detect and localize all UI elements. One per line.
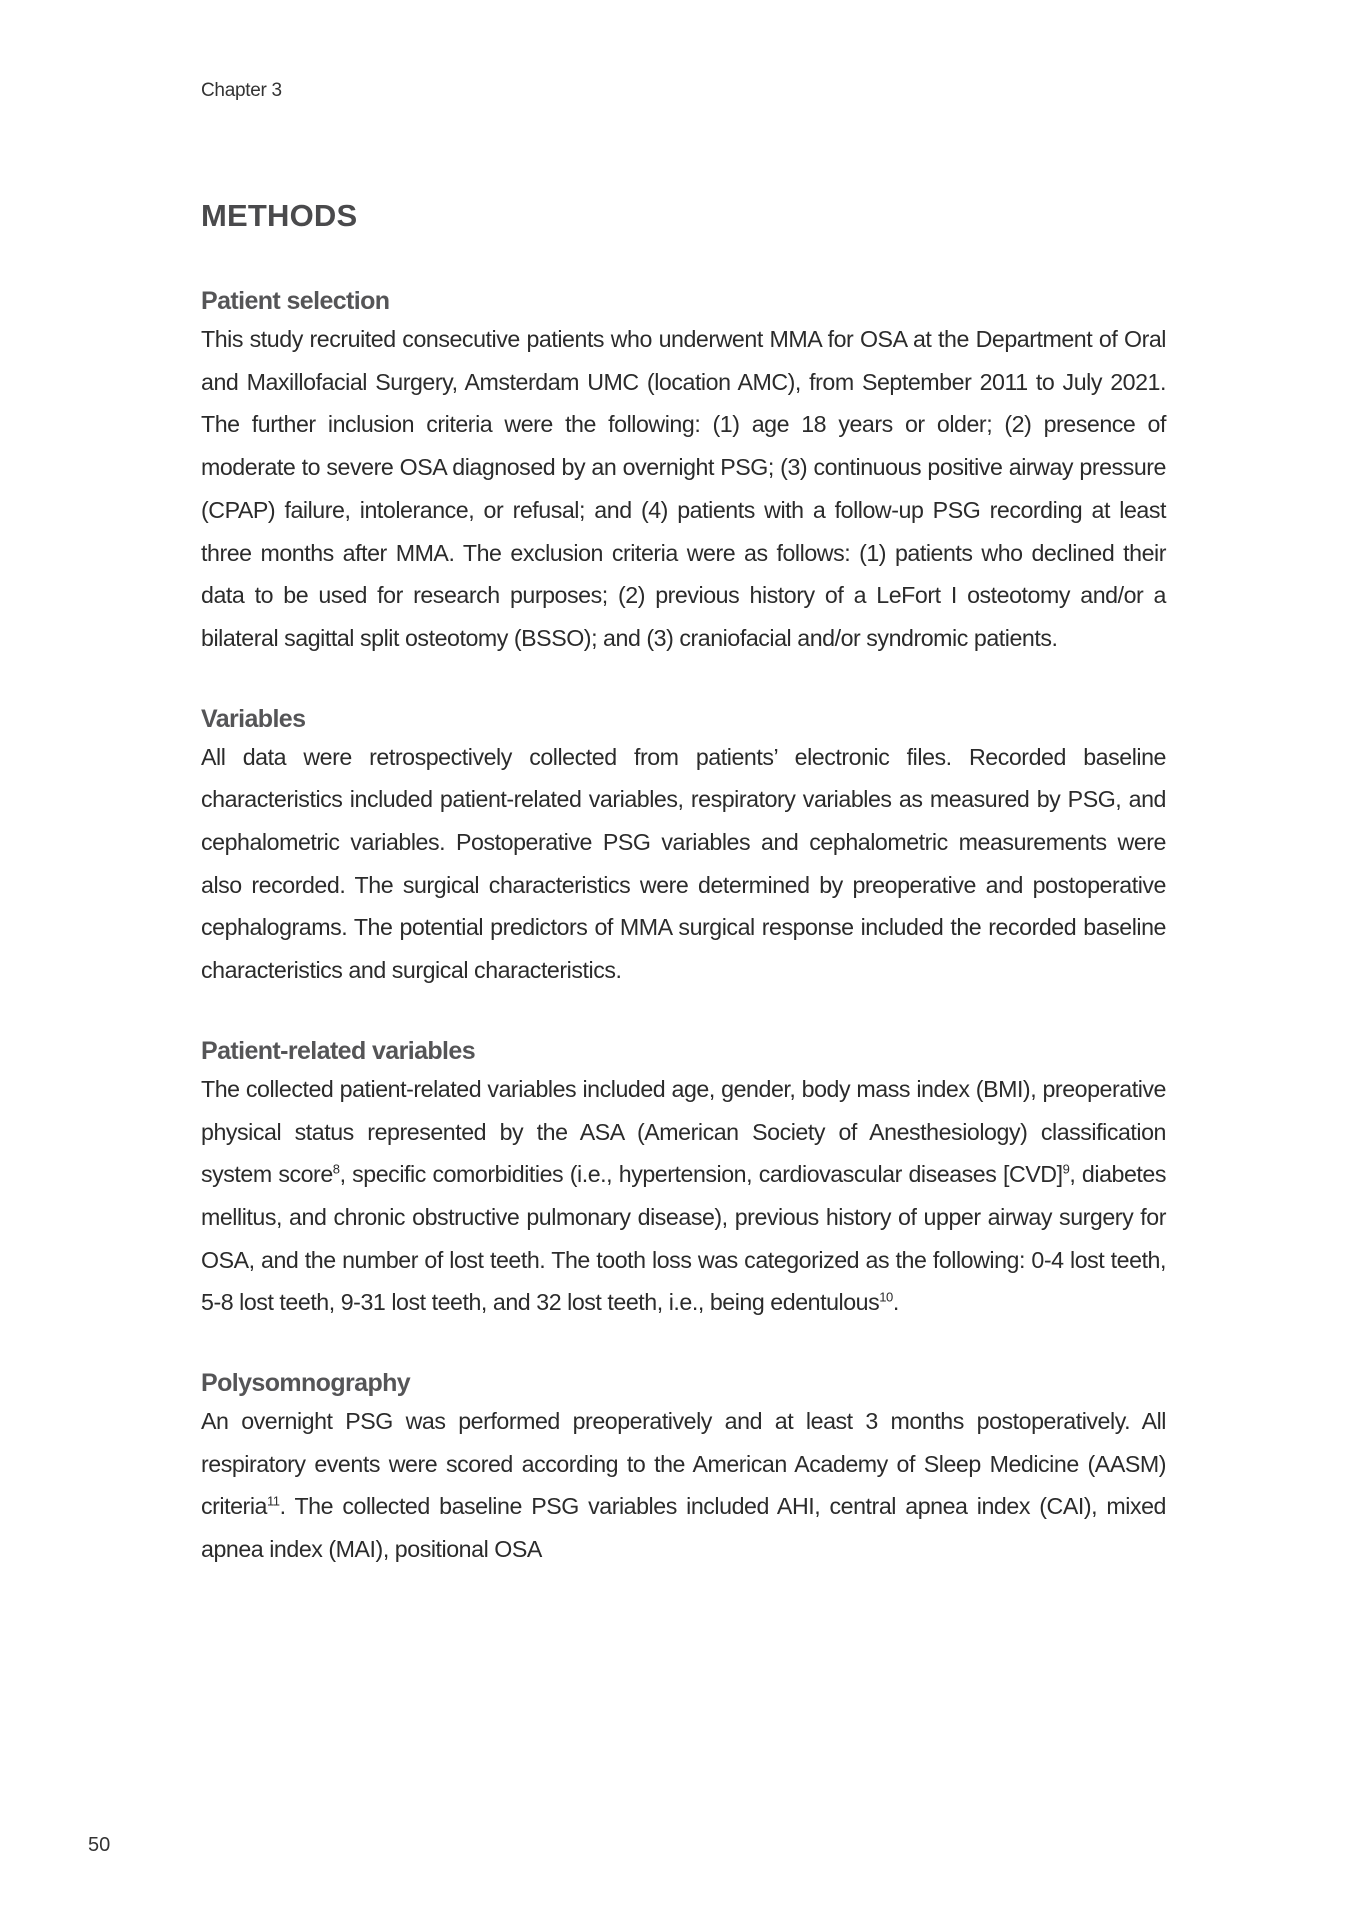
- citation-superscript: 10: [879, 1289, 893, 1305]
- subsection-patient-related-variables: [201, 1034, 1166, 1324]
- text-segment: , diabetes mellitus, and chronic obstructive pulmonary disease), previous history of upper airway surgery for OSA, and the number of lost teeth. The tooth loss was categorized as the following: 0-4 lost teeth, 5-8 lost teeth, 9-31 lost teeth, and 32 lost teeth, i.e., being edentulous: [201, 1161, 1167, 1316]
- text-segment: , specific comorbidities (i.e., hypertension, cardiovascular diseases [CVD]: [339, 1161, 1063, 1188]
- page-number: 50: [88, 1834, 111, 1856]
- text-segment: . The collected baseline PSG variables included AHI, central apnea index (CAI), mixed apnea index (MAI), positional OSA: [201, 1493, 1166, 1563]
- subsection-variables: [201, 702, 1166, 992]
- paragraph: This study recruited consecutive patients who underwent MMA for OSA at the Department of Oral and Maxillofacial Surgery, Amsterdam UMC (location AMC), from September 2011 to July 2021. The further inclusion criteria were the following: (1) age 18 years or older; (2) presence of moderate to severe OSA diagnosed by an overnight PSG; (3) continuous positive airway pressure (CPAP) failure, intolerance, or refusal; and (4) patients with a follow-up PSG recording at least three months after MMA. The exclusion criteria were as follows: (1) patients who declined their data to be used for research purposes; (2) previous history of a LeFort I osteotomy and/or a bilateral sagittal split osteotomy (BSSO); and (3) craniofacial and/or syndromic patients.: [201, 326, 1166, 651]
- citation-superscript: 9: [1062, 1161, 1070, 1177]
- text-segment: .: [892, 1289, 899, 1316]
- text-segment: An overnight PSG was performed preoperatively and at least 3 months postoperatively. All respiratory events were scored according to the American Academy of Sleep Medicine (AASM) criteria: [201, 1408, 1166, 1520]
- subsection-title: Patient selection: [201, 287, 390, 315]
- citation-superscript: 8: [332, 1161, 340, 1177]
- subsection-title: Polysomnography: [201, 1369, 411, 1398]
- citation-superscript: 11: [266, 1493, 280, 1509]
- paragraph: All data were retrospectively collected from patients’ electronic files. Recorded baseline characteristics included patient-related variables, respiratory variables as measured by PSG, and cephalometric variables. Postoperative PSG variables and cephalometric measurements were also recorded. The surgical characteristics were determined by preoperative and postoperative cephalograms. The potential predictors of MMA surgical response included the recorded baseline characteristics and surgical characteristics.: [201, 743, 1166, 984]
- page-content: [201, 196, 1166, 1613]
- text-segment: The collected patient-related variables included age, gender, body mass index (BMI), preoperative physical status represented by the ASA (American Society of Anesthesiology) classification system score: [201, 1075, 1166, 1188]
- paragraph: [201, 1400, 1166, 1571]
- paragraph: [201, 1068, 1166, 1324]
- subsection-title: Variables: [201, 704, 306, 733]
- running-header: Chapter 3: [201, 80, 282, 101]
- section-title: METHODS: [201, 198, 358, 233]
- subsection-patient-selection: [201, 284, 1166, 660]
- subsection-title: Patient-related variables: [201, 1036, 476, 1065]
- subsection-polysomnography: [201, 1366, 1166, 1571]
